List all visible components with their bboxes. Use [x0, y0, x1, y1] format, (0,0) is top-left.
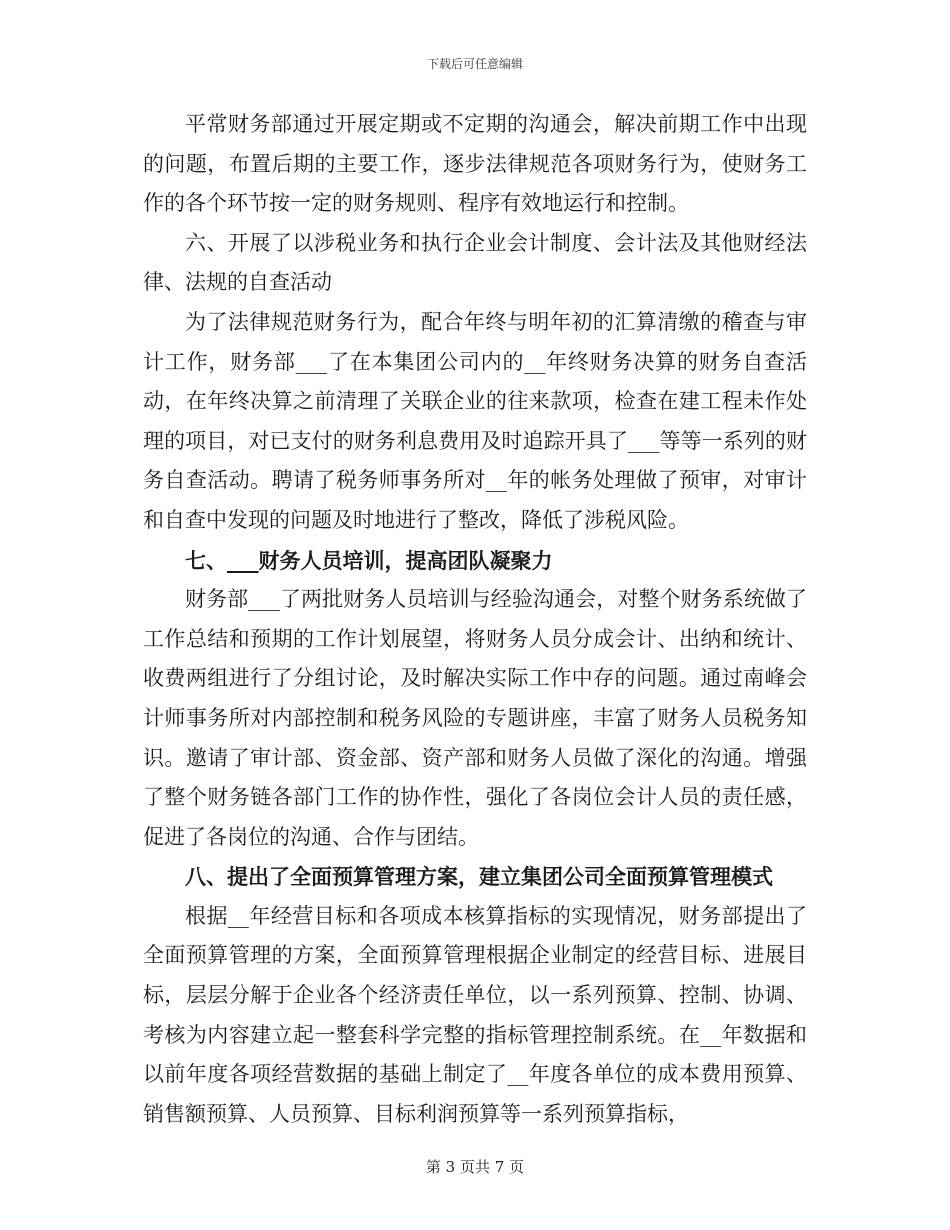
section-heading-eight: 八、提出了全面预算管理方案，建立集团公司全面预算管理模式 [185, 864, 773, 890]
paragraph-communication: 平常财务部通过开展定期或不定期的沟通会，解决前期工作中出现的问题，布置后期的主要工作，逐步法律规范各项财务行为，使财务工作的各个环节按一定的财务规则、程序有效地运行和控制。 [143, 112, 807, 216]
paragraph-training: 财务部___了两批财务人员培训与经验沟通会，对整个财务系统做了工作总结和预期的工作计划展望，将财务人员分成会计、出纳和统计、收费两组进行了分组讨论，及时解决实际工作中存的问题。通过南峰会计师事务所对内部控制和税务风险的专题讲座，丰富了财务人员税务知识。邀请了审计部、资金部、资产部和财务人员做了深化的沟通。增强了整个财务链各部门工作的协作性，强化了各岗位会计人员的责任感，促进了各岗位的沟通、合作与团结。 [143, 587, 807, 849]
page-number: 第 3 页共 7 页 [425, 1158, 525, 1176]
section-heading-seven: 七、___财务人员培训，提高团队凝聚力 [185, 547, 553, 573]
paragraph-budget: 根据__年经营目标和各项成本核算指标的实现情况，财务部提出了全面预算管理的方案，全面预算管理根据企业制定的经营目标、进展目标，层层分解于企业各个经济责任单位，以一系列预算、控制、协调、考核为内容建立起一整套科学完整的指标管理控制系统。在__年数据和以前年度各项经营数据的基础上制定了__年度各单位的成本费用预算、销售额预算、人员预算、目标利润预算等一系列预算指标， [143, 903, 807, 1126]
page-header: 下载后可任意编辑 [426, 57, 523, 71]
document-body [143, 105, 807, 1134]
section-heading-six: 六、开展了以涉税业务和执行企业会计制度、会计法及其他财经法律、法规的自查活动 [143, 230, 807, 295]
paragraph-self-inspection: 为了法律规范财务行为，配合年终与明年初的汇算清缴的稽查与审计工作，财务部___了在本集团公司内的__年终财务决算的财务自查活动，在年终决算之前清理了关联企业的往来款项，检查在建工程未作处理的项目，对已支付的财务利息费用及时追踪开具了___等等一系列的财务自查活动。聘请了税务师事务所对__年的帐务处理做了预审，对审计和自查中发现的问题及时地进行了整改，降低了涉税风险。 [143, 309, 807, 532]
